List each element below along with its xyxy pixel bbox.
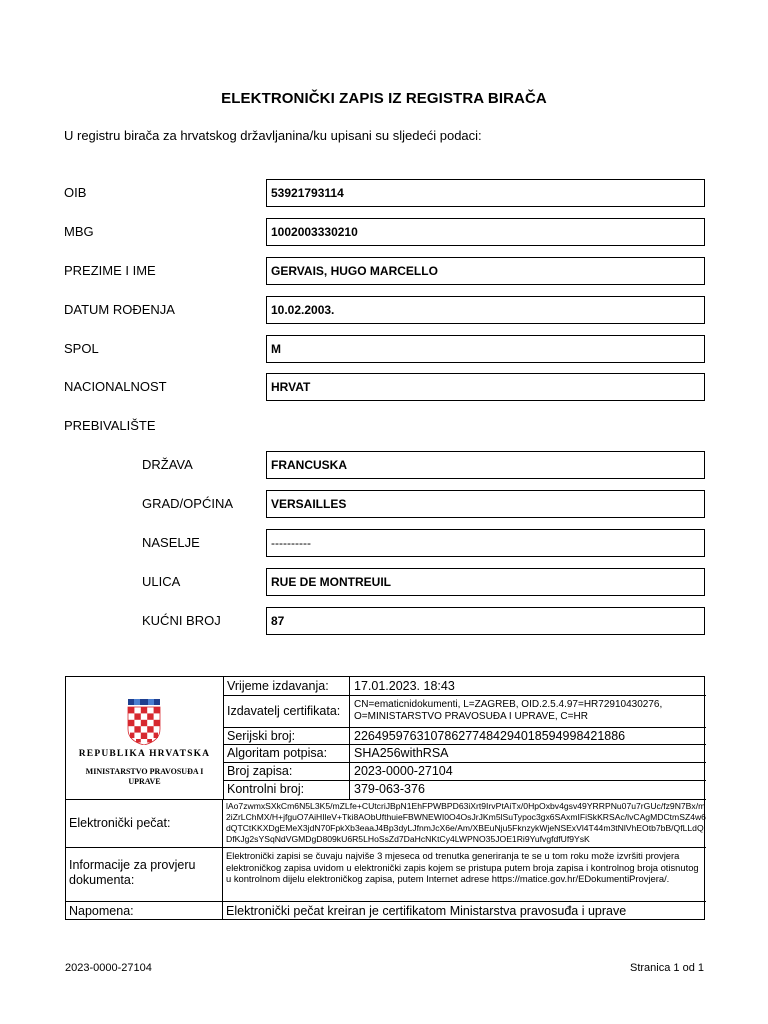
- seal-value: lAo7zwmxSXkCm6N5L3K5/mZLfe+CUtcriJBpN1EhFPWBPD63iXrt9IrvPtAiTx/0HpOxbv4gsv49YRRPNu07u7rGUc/fz9N7Bx/m2iZrLChMX/H+jfguO7AiHIleV+Tki8AObUfthuieFBWNEWI0O4OsJrJKm5lSuTypoc3gx6SAxmIFiSkKRSAc/lvCAgMDCtmSZ4w6dQTCtKKXDgEMeX3jdN70FpkXb3eaaJ4Bp3dyLJfnmJcX6e/Am/XBEuNju5FknzykWjeNSExVl4T44m3tNlVhEOtb7bB/QfLLdQDfKJg2sYSqNdVGMDgD809kU6R5LHoSsZd7DaHcNKtCy4LWPNO35JOE1Ri9YufvgfdfUf9YsK: [226, 801, 706, 844]
- field-value: 87: [266, 607, 705, 635]
- document-title: ELEKTRONIČKI ZAPIS IZ REGISTRA BIRAČA: [221, 90, 547, 107]
- field-value: RUE DE MONTREUIL: [266, 568, 705, 596]
- row-algorithm: [223, 745, 706, 763]
- field-value: ----------: [266, 529, 705, 557]
- row-value: 17.01.2023. 18:43: [354, 679, 455, 693]
- field-label: NACIONALNOST: [64, 379, 167, 394]
- croatian-coat-of-arms-icon: [124, 699, 164, 745]
- field-sex: [64, 335, 706, 363]
- field-label: MBG: [64, 224, 94, 239]
- field-value: GERVAIS, HUGO MARCELLO: [266, 257, 705, 285]
- row-key: Napomena:: [66, 902, 223, 920]
- row-value: 379-063-376: [354, 782, 425, 796]
- row-control-number: [223, 781, 706, 799]
- field-value: M: [266, 335, 705, 363]
- field-label: ULICA: [142, 574, 181, 589]
- field-label: DATUM ROĐENJA: [64, 302, 175, 317]
- intro-text: U registru birača za hrvatskog državljanina/ku upisani su sljedeći podaci:: [64, 128, 482, 143]
- row-key: Informacije za provjeru dokumenta:: [66, 848, 223, 901]
- row-key: Elektronički pečat:: [66, 800, 223, 847]
- row-value: [350, 696, 706, 727]
- field-mbg: [64, 218, 706, 246]
- row-key: Algoritam potpisa:: [223, 745, 350, 762]
- row-key: Broj zapisa:: [223, 763, 350, 780]
- field-value: HRVAT: [266, 373, 705, 401]
- field-value: VERSAILLES: [266, 490, 705, 518]
- row-cert-issuer: [223, 696, 706, 728]
- footer-page-number: Stranica 1 od 1: [630, 962, 704, 974]
- row-value: SHA256withRSA: [354, 746, 449, 760]
- footer-document-number: 2023-0000-27104: [65, 962, 152, 974]
- residence-section-label: PREBIVALIŠTE: [64, 418, 156, 433]
- row-electronic-seal: [66, 799, 706, 847]
- field-value: FRANCUSKA: [266, 451, 705, 479]
- row-serial: [223, 728, 706, 745]
- field-country: [64, 451, 706, 479]
- row-verification-info: [66, 847, 706, 901]
- row-value: 2023-0000-27104: [354, 764, 453, 778]
- field-value: 53921793114: [266, 179, 705, 207]
- field-house-number: [64, 607, 706, 635]
- row-key: Kontrolni broj:: [223, 781, 350, 799]
- field-label: NASELJE: [142, 535, 200, 550]
- issuer-cell: [66, 677, 224, 799]
- field-label: PREZIME I IME: [64, 263, 156, 278]
- verification-table: [65, 676, 705, 920]
- note-text: Elektronički pečat kreiran je certifikatom Ministarstva pravosuđa i uprave: [226, 904, 627, 918]
- row-record-number: [223, 763, 706, 781]
- field-street: [64, 568, 706, 596]
- ministry-line-2: UPRAVE: [128, 777, 161, 786]
- row-key: Izdavatelj certifikata:: [223, 696, 350, 727]
- cert-issuer-line-1: CN=ematicnidokumenti, L=ZAGREB, OID.2.5.4.97=HR72910430276,: [354, 699, 663, 710]
- field-name: [64, 257, 706, 285]
- ministry-line-1: MINISTARSTVO PRAVOSUĐA I: [85, 767, 204, 776]
- cert-issuer-line-2: O=MINISTARSTVO PRAVOSUĐA I UPRAVE, C=HR: [354, 711, 588, 722]
- row-key: Serijski broj:: [223, 728, 350, 744]
- field-label: KUĆNI BROJ: [142, 613, 221, 628]
- verification-text: Elektronički zapisi se čuvaju najviše 3 mjeseca od trenutka generiranja te se u tom roku može izvršiti provjera elektroničkog zapisa uvidom u elektronički zapis kojem se pristupa putem broja zapisa i kontrolnog broja otisnutog u kontrolnom dijelu elektroničkog zapisa, putem Internet adrese https://matice.gov.hr/EDokumentiProvjera/.: [226, 850, 699, 884]
- field-value: 1002003330210: [266, 218, 705, 246]
- field-settlement: [64, 529, 706, 557]
- row-value: 226495976310786277484294018594998421886: [354, 729, 626, 743]
- field-nationality: [64, 373, 706, 401]
- field-city: [64, 490, 706, 518]
- field-label: SPOL: [64, 341, 99, 356]
- row-key: Vrijeme izdavanja:: [223, 677, 350, 695]
- field-label: GRAD/OPĆINA: [142, 496, 234, 511]
- field-oib: [64, 179, 706, 207]
- republic-name: REPUBLIKA HRVATSKA: [78, 749, 211, 759]
- field-label: OIB: [64, 185, 87, 200]
- field-value: 10.02.2003.: [266, 296, 705, 324]
- ministry-name: [66, 767, 223, 787]
- field-dob: [64, 296, 706, 324]
- row-note: [66, 901, 706, 920]
- row-issue-time: [223, 677, 706, 696]
- field-label: DRŽAVA: [142, 457, 193, 472]
